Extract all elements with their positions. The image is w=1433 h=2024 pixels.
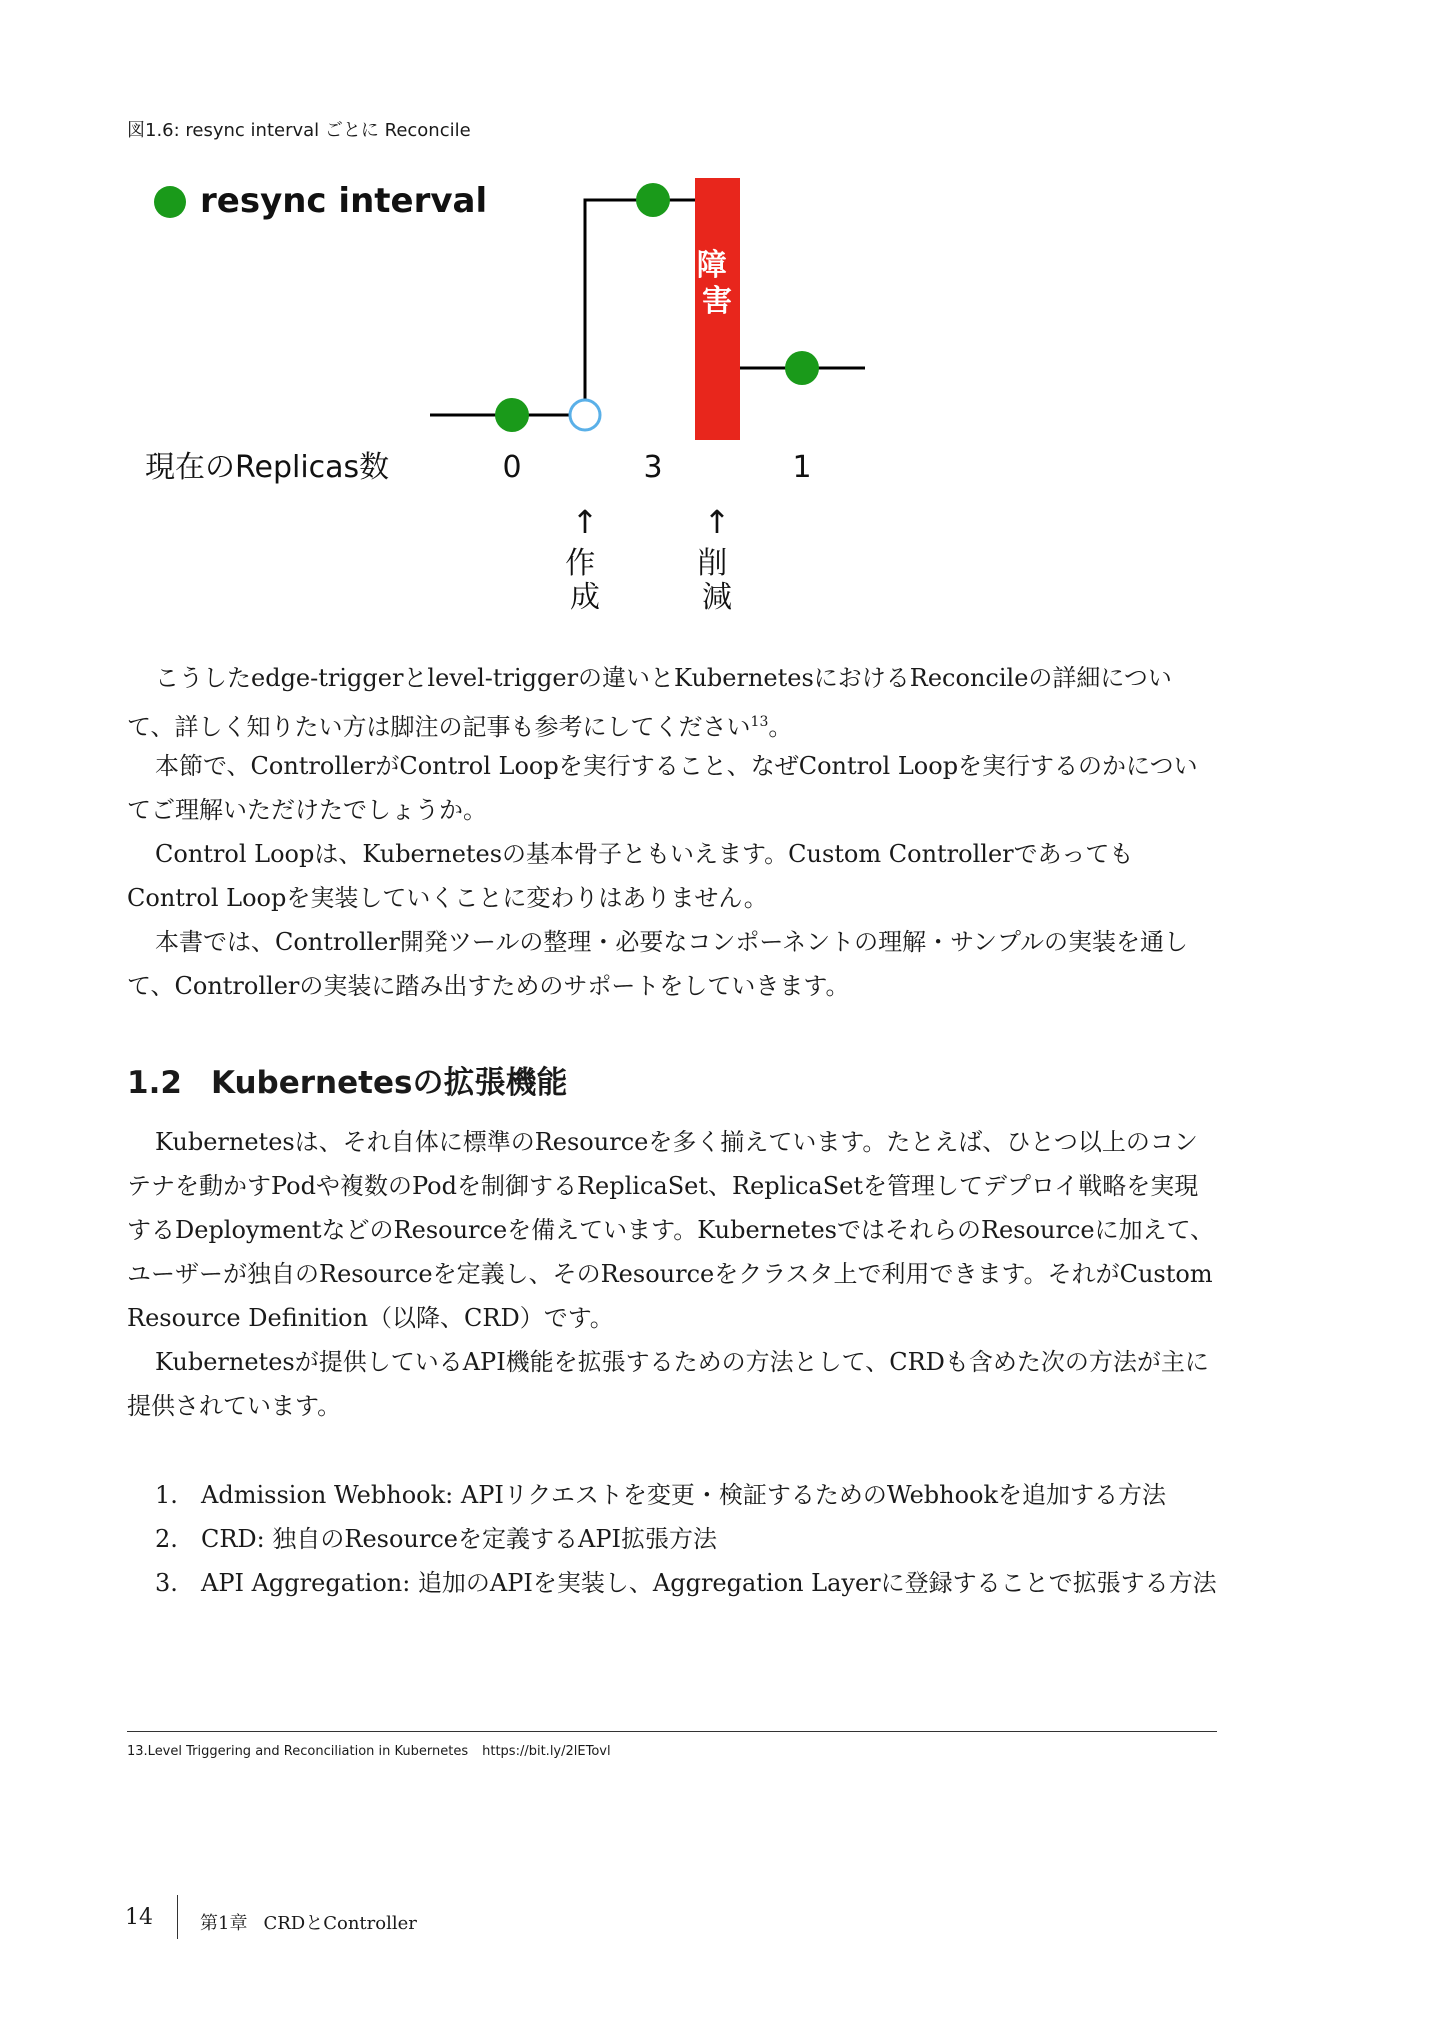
legend-dot-icon [154,186,186,218]
footnote-divider [127,1731,1217,1732]
footer-chapter-title: CRDとController [263,1913,417,1934]
resync-diagram [130,165,930,625]
footnote-text: 13.Level Triggering and Reconciliation in Kubernetes [127,1744,469,1759]
replica-value-2: 1 [792,450,812,485]
annotation-create [565,546,605,615]
footnote-ref: 13 [750,714,769,730]
annotation-reduce-char-2: 減 [702,580,732,615]
replica-value-1: 3 [643,450,663,485]
list-item [155,1517,1217,1561]
annotation-create-char-1: 作 [565,546,596,581]
replica-step-line [430,200,695,415]
fault-label-char-2: 害 [702,284,732,319]
list-item [155,1561,1217,1605]
annotation-create-char-2: 成 [570,580,600,615]
replicas-row-label: 現在のReplicas数 [145,450,390,485]
fault-label-char-1: 障 [696,248,727,283]
list-item-text: CRD: 独自のResourceを定義するAPI拡張方法 [201,1525,717,1553]
up-arrow-icon: ↑ [703,503,731,541]
annotation-reduce [697,546,737,615]
footer-divider [177,1895,178,1939]
list-item-number: 3. [155,1569,178,1597]
list-item-number: 2. [155,1525,178,1553]
paragraph-1-end: 。 [768,713,793,741]
page-number: 14 [125,1905,153,1930]
list-item-number: 1. [155,1481,178,1509]
up-arrow-icon: ↑ [571,503,599,541]
body-paragraph-4: 本書では、Controller開発ツールの整理・必要なコンポーネントの理解・サンプルの実装を通して、Controllerの実装に踏み出すためのサポートをしていきます。 [127,928,1189,1000]
list-item-text: Admission Webhook: APIリクエストを変更・検証するためのWebhookを追加する方法 [201,1481,1167,1509]
extension-methods-list [155,1473,1217,1605]
legend-label: resync interval [200,181,488,221]
replica-value-0: 0 [502,450,522,485]
footnote-link[interactable]: https://bit.ly/2lETovl [482,1744,611,1759]
body-paragraph-2: 本節で、ControllerがControl Loopを実行すること、なぜControl Loopを実行するのかについてご理解いただけたでしょうか。 [127,752,1198,824]
list-item [155,1473,1217,1517]
section-title: Kubernetesの拡張機能 [211,1065,568,1101]
paragraph-1-text: こうしたedge-triggerとlevel-triggerの違いとKubernetesにおけるReconcileの詳細について、詳しく知りたい方は脚注の記事も参考にしてください [127,664,1172,741]
body-paragraph-6: Kubernetesが提供しているAPI機能を拡張するための方法として、CRDも含めた次の方法が主に提供されています。 [127,1348,1209,1420]
annotation-reduce-char-1: 削 [697,546,728,581]
footnote [127,1744,611,1759]
fault-label [697,248,737,319]
section-heading [127,1057,567,1102]
body-paragraph-3: Control Loopは、Kubernetesの基本骨子ともいえます。Custom ControllerであってもControl Loopを実装していくことに変わりはありません。 [127,840,1134,912]
resync-dot [495,398,529,432]
running-footer [200,1909,417,1935]
section-number: 1.2 [127,1065,182,1101]
resync-dot [636,183,670,217]
create-ring [570,400,600,430]
body-paragraph-1 [127,656,1217,749]
list-item-text: API Aggregation: 追加のAPIを実装し、Aggregation Layerに登録することで拡張する方法 [201,1569,1217,1597]
body-paragraph-5: Kubernetesは、それ自体に標準のResourceを多く揃えています。たとえば、ひとつ以上のコンテナを動かすPodや複数のPodを制御するReplicaSet、ReplicaSetを管理してデプロイ戦略を実現するDeploymentなどのResourceを備えています。KubernetesではそれらのResourceに加えて、ユーザーが独自のResourceを定義し、そのResourceをクラスタ上で利用できます。それがCustom Resource Definition（以降、CRD）です。 [127,1128,1215,1332]
figure-caption: 図1.6: resync interval ごとに Reconcile [127,120,471,141]
footer-chapter-number: 第1章 [200,1913,248,1934]
resync-dot [785,351,819,385]
